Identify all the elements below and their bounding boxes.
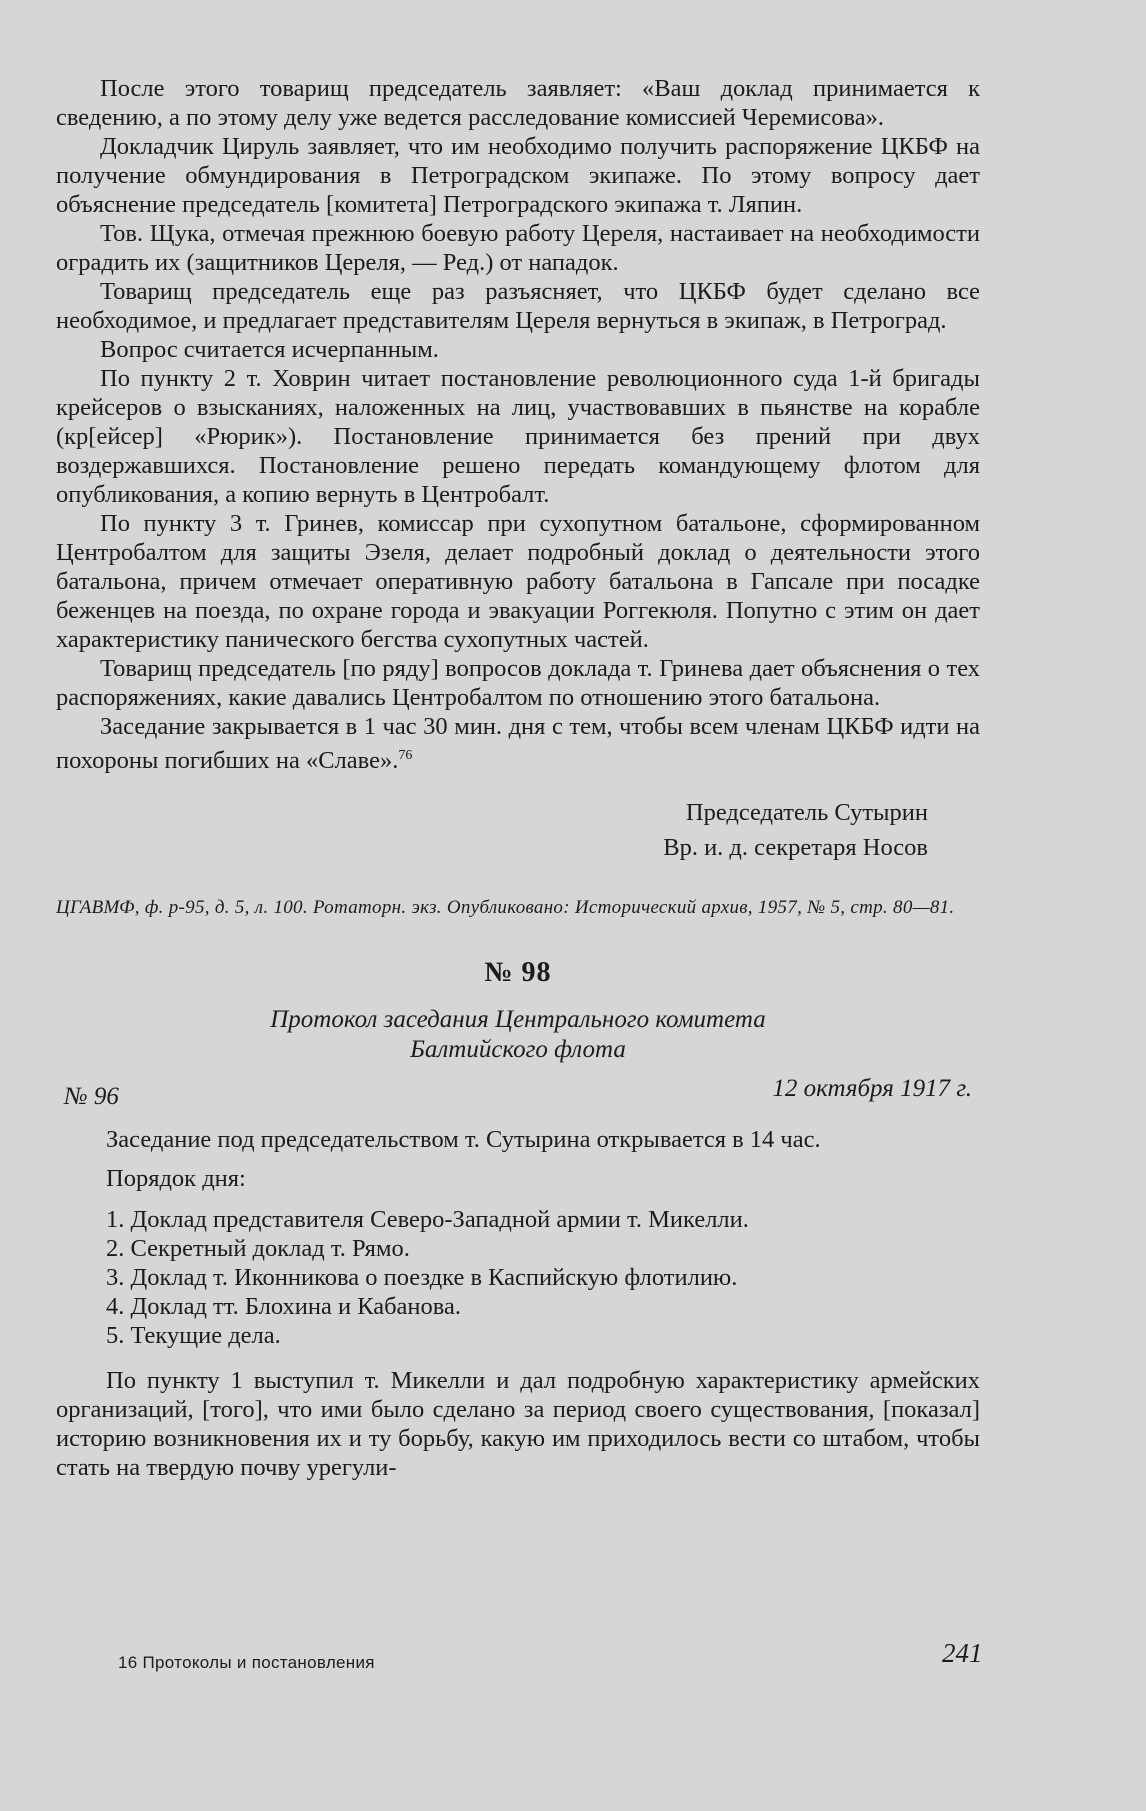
agenda-item: 5. Текущие дела. xyxy=(106,1322,281,1350)
closing-paragraph xyxy=(56,712,980,775)
signature-secretary: Вр. и. д. секретаря Носов xyxy=(663,834,928,862)
closing-text: Заседание закрывается в 1 час 30 мин. дня с тем, чтобы всем членам ЦКБФ идти на похороны погибших на «Славе». xyxy=(56,713,980,775)
paragraph-1: После этого товарищ председатель заявляет: «Ваш доклад принимается к сведению, а по этому делу уже ведется расследование комиссией Черемисова». xyxy=(56,75,980,131)
page-footer: 16 Протоколы и постановления xyxy=(118,1653,375,1672)
paragraph-8: Товарищ председатель [по ряду] вопросов доклада т. Гринева дает объяснения о тех распоряжениях, какие давались Центробалтом по отношению этого батальона. xyxy=(56,655,980,711)
paragraph-2: Докладчик Цируль заявляет, что им необходимо получить распоряжение ЦКБФ на получение обмундирования в Петроградском экипаже. По этому вопросу дает объяснение председатель [комитета] Петроградского экипажа т. Ляпин. xyxy=(56,133,980,218)
document-page xyxy=(56,74,980,1507)
archive-source-note: ЦГАВМФ, ф. р-95, д. 5, л. 100. Ротаторн. экз. Опубликовано: Исторический архив, 1957, № 5, стр. 80—81. xyxy=(56,897,955,919)
agenda-title: Порядок дня: xyxy=(106,1165,246,1193)
paragraph-6: По пункту 2 т. Ховрин читает постановление революционного суда 1-й бригады крейсеров о взысканиях, наложенных на лиц, участвовавших в пьянстве на корабле (кр[ейсер] «Рюрик»). Постановление принимается без прений при двух воздержавшихся. Постановление решено передать командующему флотом для опубликования, а копию вернуть в Центробалт. xyxy=(56,365,980,508)
agenda-item: 2. Секретный доклад т. Рямо. xyxy=(106,1235,410,1263)
agenda-item: 3. Доклад т. Иконникова о поездке в Каспийскую флотилию. xyxy=(106,1264,738,1292)
reference-row xyxy=(56,1075,980,1111)
agenda-list xyxy=(56,1205,980,1350)
document-number: № 98 xyxy=(484,957,552,989)
paragraph-4: Товарищ председатель еще раз разъясняет, что ЦКБФ будет сделано все необходимое, и предлагает представителям Цереля вернуться в экипаж, в Петроград. xyxy=(56,278,980,334)
page-number: 241 xyxy=(942,1638,983,1668)
paragraph-5: Вопрос считается исчерпанным. xyxy=(100,336,439,363)
paragraph-item-1: По пункту 1 выступил т. Микелли и дал подробную характеристику армейских организаций, [того], что ими было сделано за период своего существования, [показал] историю возникновения их и ту борьбу, какую им приходилось вести со штабом, чтобы стать на твердую почву урегули- xyxy=(56,1367,980,1482)
signature-chairman: Председатель Сутырин xyxy=(685,799,928,827)
paragraph-7: По пункту 3 т. Гринев, комиссар при сухопутном батальоне, сформированном Центробалтом для защиты Эзеля, делает подробный доклад о деятельности этого батальона, причем отмечает оперативную работу батальона в Гапсале при посадке беженцев на поезда, по охране города и эвакуации Роггекюля. Попутно с этим он дает характеристику панического бегства сухопутных частей. xyxy=(56,510,980,653)
agenda-item: 4. Доклад тт. Блохина и Кабанова. xyxy=(106,1293,462,1321)
document-title-line-1: Протокол заседания Центрального комитета xyxy=(270,1006,766,1034)
document-title xyxy=(56,1005,980,1065)
agenda-item: 1. Доклад представителя Северо-Западной армии т. Микелли. xyxy=(106,1206,749,1234)
document-title-line-2: Балтийского флота xyxy=(410,1036,626,1064)
footnote-marker: 76 xyxy=(398,748,413,763)
reference-number: № 96 xyxy=(64,1083,119,1111)
signatures xyxy=(56,795,928,865)
paragraph-3: Тов. Щука, отмечая прежнюю боевую работу Цереля, настаивает на необходимости оградить их (защитников Цереля, — Ред.) от нападок. xyxy=(56,220,980,276)
document-date: 12 октября 1917 г. xyxy=(772,1075,972,1103)
opening-statement: Заседание под председательством т. Сутырина открывается в 14 час. xyxy=(106,1126,821,1154)
